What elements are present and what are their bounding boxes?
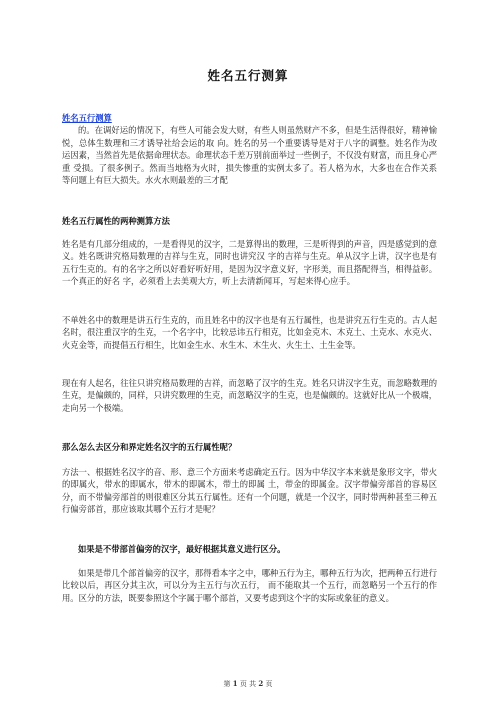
paragraph-block	[62, 238, 437, 288]
section-heading	[62, 441, 437, 453]
section-heading-methods: 姓名五行属性的两种测算方法	[62, 216, 170, 226]
intro-paragraph: 的。在调好运的情况下，有些人可能会发大财，有些人则虽然财产不多，但是生活得很好，精神愉悦，总体生数理和三才诱导社给会运的取 向。姓名的另一个重要诱导是对于八字的调整。姓名作为改运因素，当然首先是依据命理状态。命理状态千差万别前面举过一些例子，不仅没有财富，而且身心严重 受损。了很多例子。然而当地格为火时，损失惨重的实例太多了。若人格为水，大多也在合作关系等问题上有巨大损失。水火水则最差的三才配	[62, 125, 437, 186]
footer-page-number: 1	[232, 679, 238, 688]
footer-total-pages: 2	[258, 679, 264, 688]
paragraph-2: 不单姓名中的数理是讲五行生克的，而且姓名中的汉字也是有五行属性，也是讲究五行生克的。古人起名时，很注重汉字的生克，一个名字中，比较忌讳五行相克，比如金克木、木克土、土克水、水克火、火克金等，而提倡五行相生，比如金生水、水生木、木生火、火生土、土生金等。	[62, 315, 437, 350]
paragraph-block	[62, 377, 437, 414]
paragraph-block	[62, 466, 437, 516]
footer-prefix: 第	[223, 680, 231, 688]
page-footer	[0, 679, 496, 689]
title-link[interactable]: 姓名五行测算	[62, 113, 112, 123]
section-heading	[62, 543, 437, 555]
document-title: 姓名五行测算	[207, 68, 289, 83]
section-heading-question: 那么怎么去区分和界定姓名汉字的五行属性呢？	[62, 442, 237, 452]
footer-suffix: 页	[265, 680, 273, 688]
paragraph-block	[62, 314, 437, 351]
intro-block	[62, 112, 437, 186]
paragraph-1: 姓名是有几部分组成的，一是看得见的汉字，二是算得出的数理，三是听得到的声音，四是感觉到的意义。姓名既讲究格局数理的吉祥与生克，同时也讲究汉 字的吉祥与生克。单从汉字上讲，汉字也是有五行生克的。有的名字之所以好看好听好用，是因为汉字意义好，字形美，而且搭配得当，相得益彰。一个真正的好名 字，必须看上去美观大方，听上去清新闻耳，写起来得心应手。	[62, 239, 437, 287]
paragraph-3: 现在有人起名，往往只讲究格局数理的吉祥，而忽略了汉字的生克。姓名只讲汉字生克，而忽略数理的生克，是偏颇的，同样，只讲究数理的生克，而忽略汉字的生克，也是偏颇的。这就好比从一个极端，走向另一个极端。	[62, 378, 437, 413]
section-heading-no-radical: 如果是不带部首偏旁的汉字，最好根据其意义进行区分。	[78, 544, 286, 554]
paragraph-block	[62, 567, 437, 604]
paragraph-4: 方法一、根据姓名汉字的音、形、意三个方面来考虑确定五行。因为中华汉字本来就是象形文字，带火的即属火，带水的即属水，带木的即属木，带土的即属 土，带金的即属金。汉字带偏旁部首的容易区分，而不带偏旁部首的则很难区分其五行属性。还有一个问题，就是一个汉字，同时带两种甚至三种五行偏旁部首，那应该取其哪个五行才是呢？	[62, 467, 437, 515]
footer-middle: 页 共	[239, 680, 257, 688]
paragraph-5: 如果是带几个部首偏旁的汉字，那得看本字之中，哪种五行为主，哪种五行为次，把两种五行进行比较以后，再区分其主次，可以分为主五行与次五行， 而不能取其一个五行，而忽略另一个五行的作用。区分的方法，既要参照这个字属于哪个部首，又要考虑到这个字的实际或象征的意义。	[62, 568, 437, 603]
section-heading	[62, 215, 437, 227]
